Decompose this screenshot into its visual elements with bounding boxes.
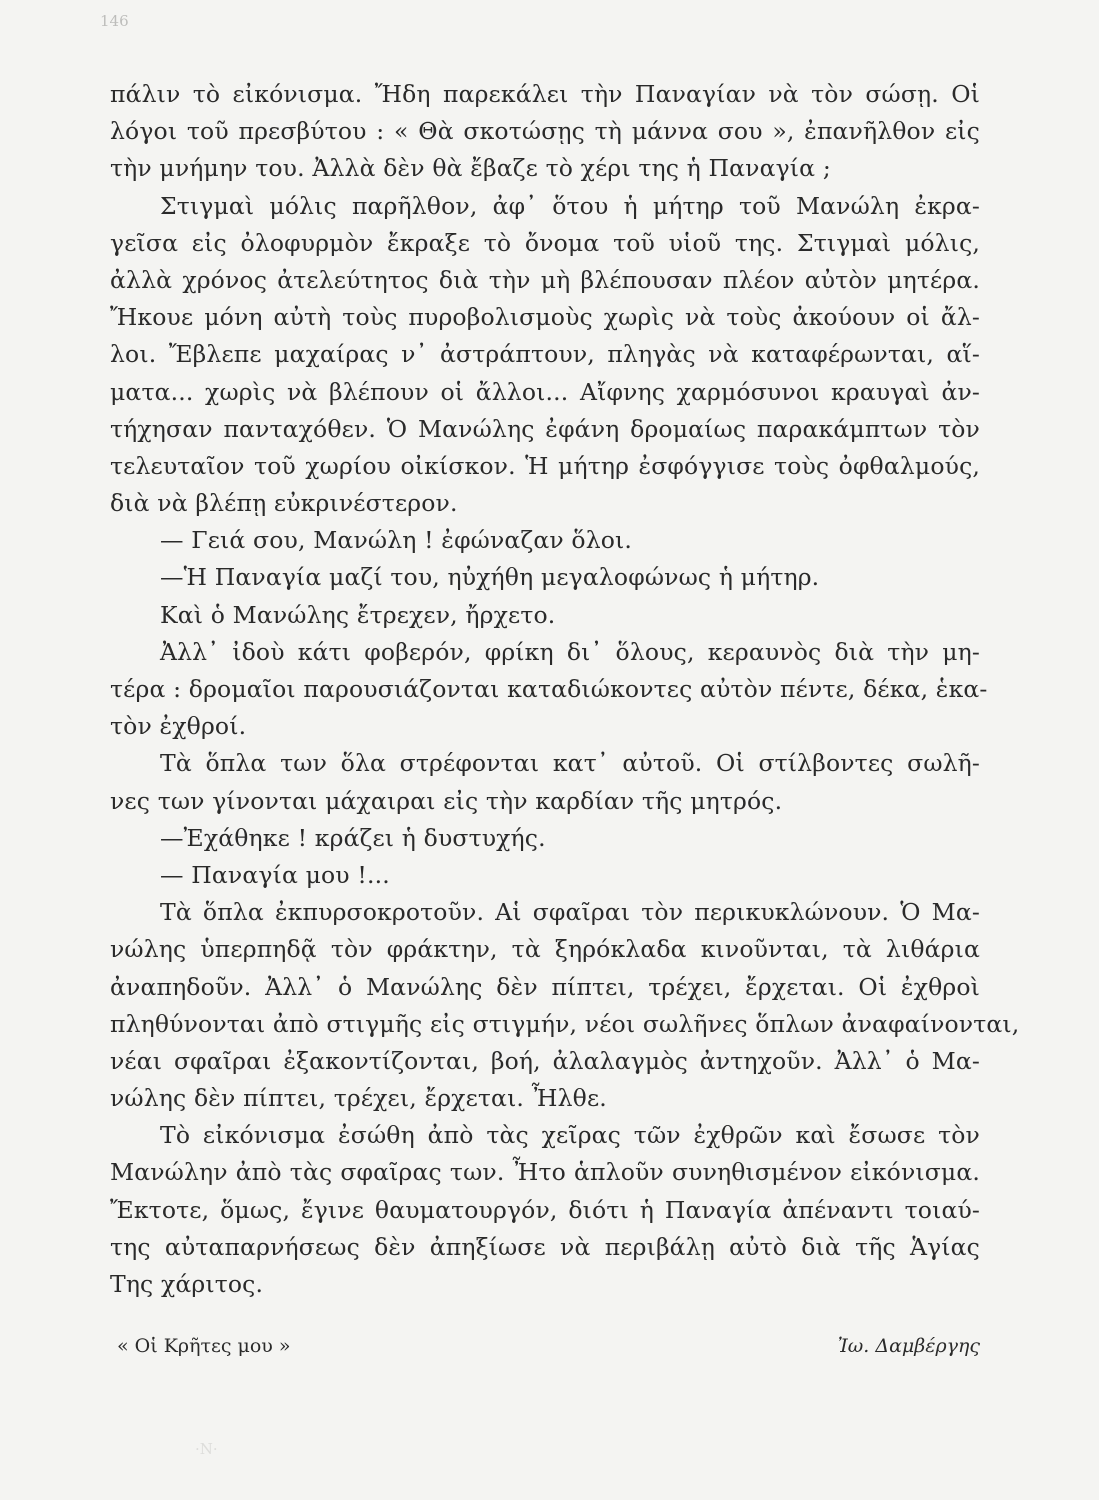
text-line: νώλης ὑπερπηδᾷ τὸν φράκτην, τὰ ξηρόκλαδα κινοῦνται, τὰ λιθάρια [110, 935, 980, 964]
dialogue-line: — Γειά σου, Μανώλη ! ἐφώναζαν ὅλοι. [160, 526, 633, 555]
text-line: τὴν μνήμην του. Ἀλλὰ δὲν θὰ ἔβαζε τὸ χέρι της ἡ Παναγία ; [110, 154, 831, 183]
attribution [117, 1330, 980, 1362]
text-line: πάλιν τὸ εἰκόνισμα. Ἤδη παρεκάλει τὴν Παναγίαν νὰ τὸν σώσῃ. Οἱ [110, 80, 980, 108]
text-line: ἀλλὰ χρόνος ἀτελεύτητος διὰ τὴν μὴ βλέπουσαν πλέον αὐτὸν μητέρα. [110, 265, 980, 294]
text-line: νες των γίνονται μάχαιραι εἰς τὴν καρδίαν τῆς μητρός. [110, 786, 783, 815]
text-line: ματα... χωρὶς νὰ βλέπουν οἱ ἄλλοι... Αἴφνης χαρμόσυνοι κραυγαὶ ἀν- [110, 377, 980, 406]
dialogue-line: —Ἐχάθηκε ! κράζει ἡ δυστυχής. [160, 823, 546, 852]
text-line: Μανώλην ἀπὸ τὰς σφαῖρας των. Ἦτο ἁπλοῦν συνηθισμένον εἰκόνισμα. [110, 1158, 980, 1187]
text-line: Ἔκτοτε, ὅμως, ἔγινε θαυματουργόν, διότι ἡ Παναγία ἀπέναντι τοιαύ- [110, 1195, 980, 1224]
text-line: Τὰ ὅπλα των ὅλα στρέφονται κατ᾽ αὐτοῦ. Οἱ στίλβοντες σωλῆ- [160, 749, 980, 778]
text-line: πληθύνονται ἀπὸ στιγμῆς εἰς στιγμήν, νέοι σωλῆνες ὅπλων ἀναφαίνονται, [110, 1009, 1020, 1038]
text-line: λοι. Ἔβλεπε μαχαίρας ν᾽ ἀστράπτουν, πληγὰς νὰ καταφέρωνται, αἵ- [110, 340, 980, 369]
text-line: Καὶ ὁ Μανώλης ἔτρεχεν, ἤρχετο. [160, 600, 556, 629]
text-line: διὰ νὰ βλέπῃ εὐκρινέστερον. [110, 489, 458, 518]
bleed-through-mark: ·Ν· [195, 1440, 218, 1458]
text-line: Της χάριτος. [110, 1270, 264, 1298]
dialogue-line: —Ἡ Παναγία μαζί του, ηὐχήθη μεγαλοφώνως ἡ μήτηρ. [160, 563, 820, 592]
text-line: νώλης δὲν πίπτει, τρέχει, ἔρχεται. Ἦλθε. [110, 1084, 607, 1113]
text-line: γεῖσα εἰς ὀλοφυρμὸν ἔκραξε τὸ ὄνομα τοῦ υἱοῦ της. Στιγμαὶ μόλις, [110, 228, 980, 257]
text-line: της αὐταπαρνήσεως δὲν ἀπηξίωσε νὰ περιβάλῃ αὐτὸ διὰ τῆς Ἁγίας [110, 1232, 980, 1261]
text-line: τήχησαν πανταχόθεν. Ὁ Μανώλης ἐφάνη δρομαίως παρακάμπτων τὸν [110, 414, 980, 443]
text-line: Στιγμαὶ μόλις παρῆλθον, ἀφ᾽ ὅτου ἡ μήτηρ τοῦ Μανώλη ἐκρα- [160, 191, 980, 220]
text-line: Τὰ ὅπλα ἐκπυρσοκροτοῦν. Αἱ σφαῖραι τὸν περικυκλώνουν. Ὁ Μα- [160, 898, 980, 927]
text-line: νέαι σφαῖραι ἐξακοντίζονται, βοή, ἀλαλαγμὸς ἀντηχοῦν. Ἀλλ᾽ ὁ Μα- [110, 1046, 980, 1075]
text-line: ἀναπηδοῦν. Ἀλλ᾽ ὁ Μανώλης δὲν πίπτει, τρέχει, ἔρχεται. Οἱ ἐχθροὶ [110, 972, 980, 1001]
body-text [110, 76, 1020, 1303]
dialogue-line: — Παναγία μου !... [160, 860, 390, 889]
author-name: Ἰω. Δαμβέργης [837, 1335, 980, 1357]
text-line: λόγοι τοῦ πρεσβύτου : « Θὰ σκοτώσῃς τὴ μάννα σου », ἐπανῆλθον εἰς [110, 117, 980, 146]
text-line: τὸν ἐχθροί. [110, 712, 247, 741]
text-line: Τὸ εἰκόνισμα ἐσώθη ἀπὸ τὰς χεῖρας τῶν ἐχθρῶν καὶ ἔσωσε τὸν [160, 1121, 980, 1150]
text-line: τέρα : δρομαῖοι παρουσιάζονται καταδιώκοντες αὐτὸν πέντε, δέκα, ἑκα- [110, 675, 988, 703]
text-line: Ἤκουε μόνη αὐτὴ τοὺς πυροβολισμοὺς χωρὶς νὰ τοὺς ἀκούουν οἱ ἄλ- [110, 303, 980, 332]
text-line: Ἀλλ᾽ ἰδοὺ κάτι φοβερόν, φρίκη δι᾽ ὅλους, κεραυνὸς διὰ τὴν μη- [160, 637, 980, 666]
text-line: τελευταῖον τοῦ χωρίου οἰκίσκον. Ἡ μήτηρ ἐσφόγγισε τοὺς ὀφθαλμούς, [110, 451, 980, 480]
source-title: « Οἱ Κρῆτες μου » [117, 1335, 291, 1357]
page-number: 146 [100, 12, 129, 30]
